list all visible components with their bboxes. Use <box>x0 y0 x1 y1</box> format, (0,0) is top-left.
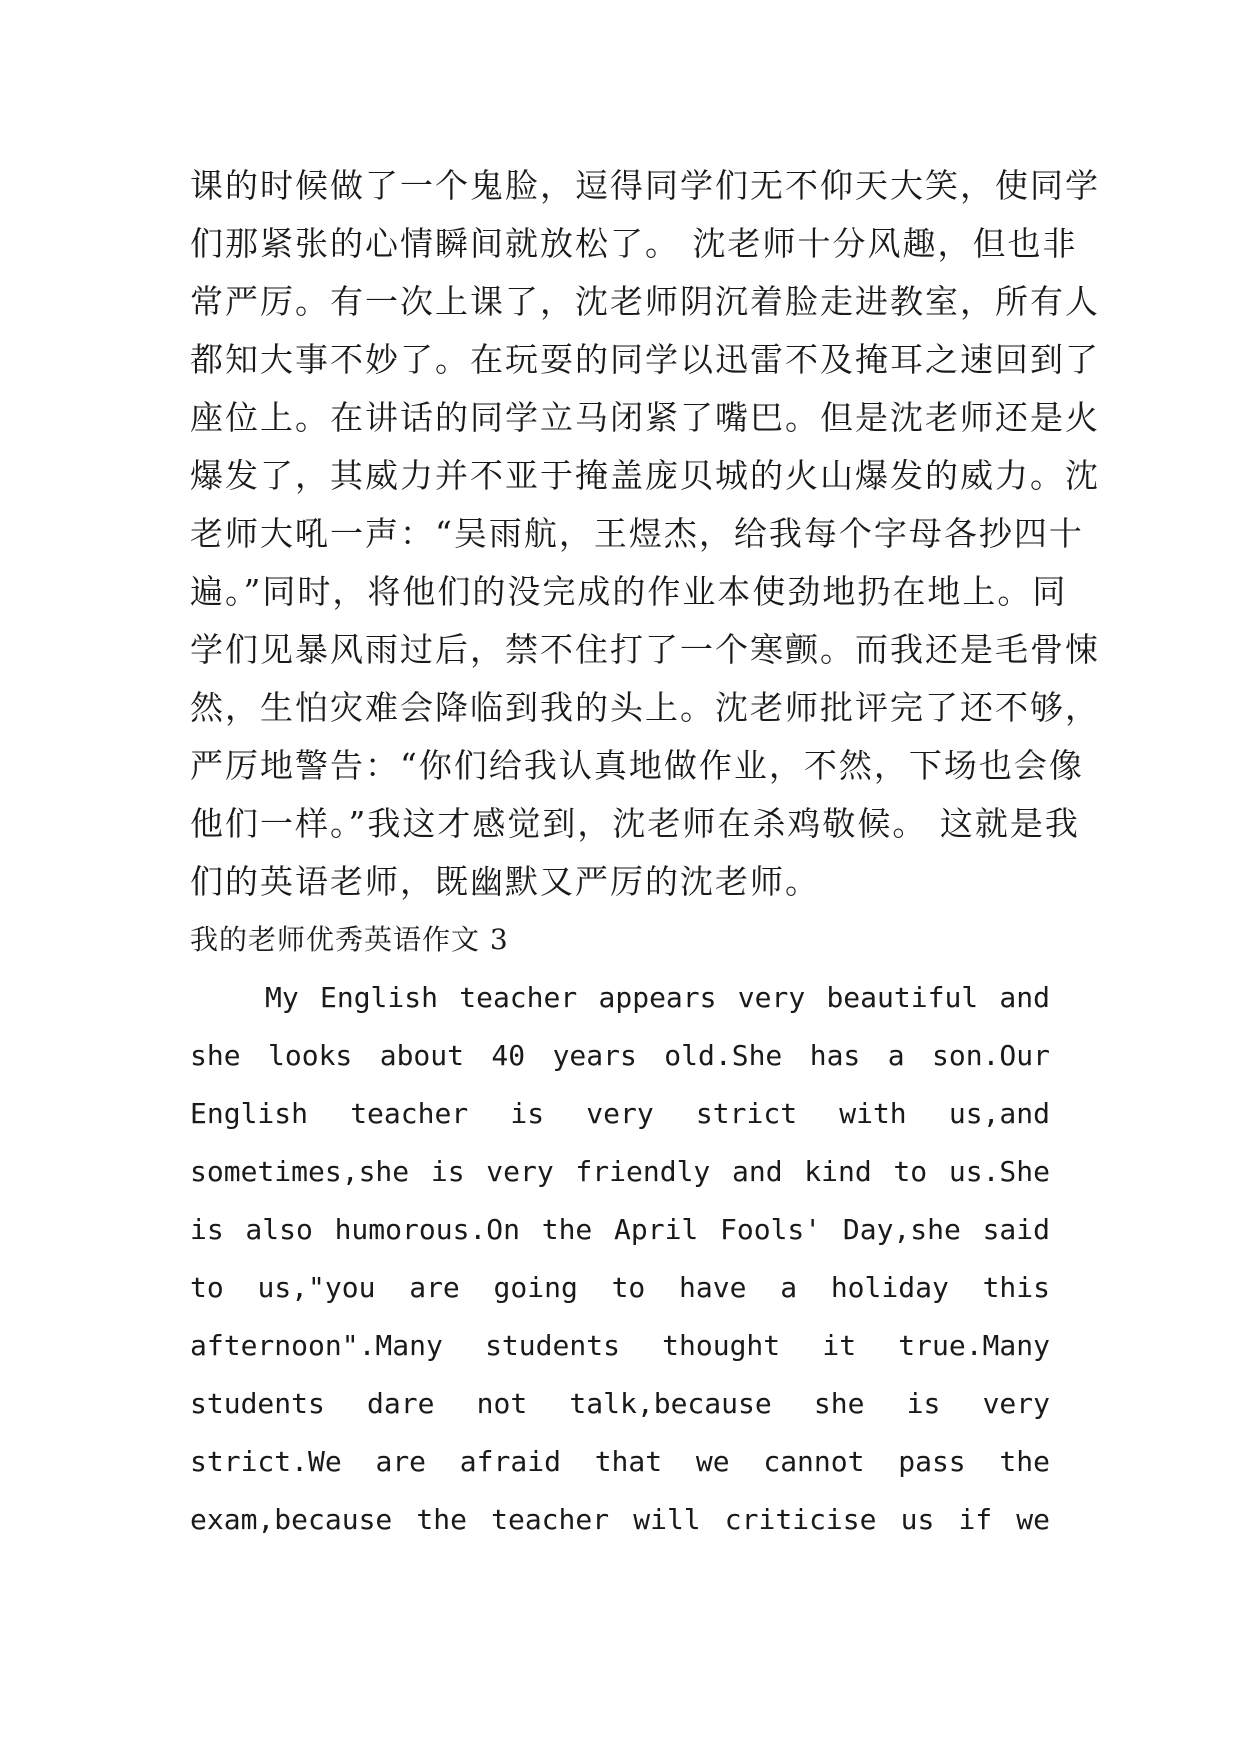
paragraph-line: 然，生怕灾难会降临到我的头上。沈老师批评完了还不够， <box>190 688 1100 727</box>
paragraph-line: My English teacher appears very beautiful and <box>265 981 1050 1014</box>
paragraph-line: 他们一样。”我这才感觉到，沈老师在杀鸡敬候。 这就是我 <box>190 804 1080 843</box>
paragraph-line: 老师大吼一声：“吴雨航，王煜杰，给我每个字母各抄四十 <box>190 514 1084 553</box>
paragraph-line: 严厉地警告：“你们给我认真地做作业，不然，下场也会像 <box>190 746 1084 785</box>
paragraph-line: English teacher is very strict with us,and <box>190 1097 1050 1130</box>
paragraph-line: 常严厉。有一次上课了，沈老师阴沉着脸走进教室，所有人 <box>190 282 1100 321</box>
paragraph-line: afternoon".Many students thought it true.Many <box>190 1329 1050 1362</box>
paragraph-line: is also humorous.On the April Fools' Day,she said <box>190 1213 1050 1246</box>
paragraph-line: to us,"you are going to have a holiday this <box>190 1271 1050 1304</box>
paragraph-line: sometimes,she is very friendly and kind to us.She <box>190 1155 1050 1188</box>
paragraph-line: 遍。”同时，将他们的没完成的作业本使劲地扔在地上。同 <box>190 572 1068 611</box>
paragraph-line: 们的英语老师，既幽默又严厉的沈老师。 <box>190 862 820 901</box>
paragraph-line: 学们见暴风雨过后，禁不住打了一个寒颤。而我还是毛骨悚 <box>190 630 1100 669</box>
paragraph-line: 都知大事不妙了。在玩耍的同学以迅雷不及掩耳之速回到了 <box>190 340 1100 379</box>
paragraph-line: she looks about 40 years old.She has a son.Our <box>190 1039 1050 1072</box>
paragraph-line: 座位上。在讲话的同学立马闭紧了嘴巴。但是沈老师还是火 <box>190 398 1100 437</box>
paragraph-line: 课的时候做了一个鬼脸，逗得同学们无不仰天大笑，使同学 <box>190 166 1100 205</box>
paragraph-line: 爆发了，其威力并不亚于掩盖庞贝城的火山爆发的威力。沈 <box>190 456 1100 495</box>
paragraph-line: students dare not talk,because she is very <box>190 1387 1050 1420</box>
paragraph-line: 们那紧张的心情瞬间就放松了。 沈老师十分风趣，但也非 <box>190 224 1078 263</box>
section-heading: 我的老师优秀英语作文 3 <box>190 923 509 956</box>
paragraph-line: exam,because the teacher will criticise us if we <box>190 1503 1050 1536</box>
paragraph-line: strict.We are afraid that we cannot pass the <box>190 1445 1050 1478</box>
